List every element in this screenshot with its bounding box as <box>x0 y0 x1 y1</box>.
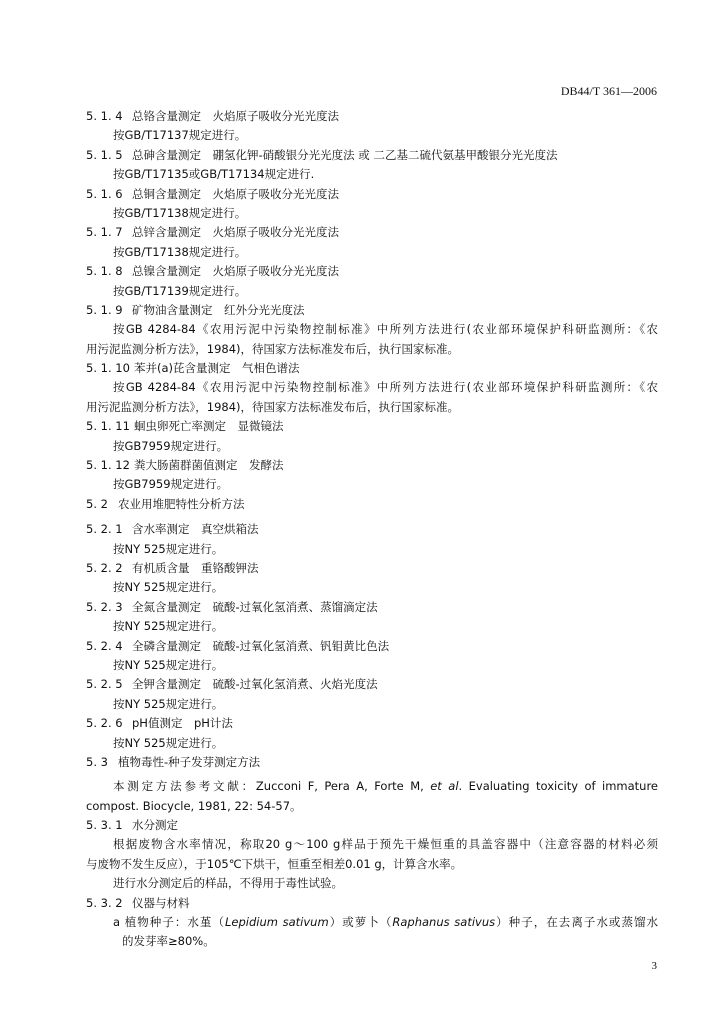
section-heading-5-2 <box>86 495 658 514</box>
clause-title: pH值测定 pH计法 <box>132 716 233 731</box>
clause-number: 5. 1. 5 <box>86 147 123 162</box>
clause-heading-5-2-3 <box>86 598 658 617</box>
clause-text: 按GB 4284-84《农用污泥中污染物控制标准》中所列方法进行(农业部环境保护科研监测所：《农 <box>113 380 658 395</box>
clause-heading-5-2-4 <box>86 637 658 656</box>
clause-title: 全钾含量测定 硫酸-过氧化氢消煮、火焰光度法 <box>132 677 378 692</box>
clause-title: 全磷含量测定 硫酸-过氧化氢消煮、钒钼黄比色法 <box>132 638 390 653</box>
clause-heading-5-1-11 <box>86 417 658 436</box>
clause-text: 按GB/T17135或GB/T17134规定进行. <box>113 167 315 182</box>
list-text: a 植物种子：水堇（ <box>113 915 225 930</box>
clause-number: 5. 2 <box>86 496 108 511</box>
clause-number: 5. 1. 4 <box>86 109 123 123</box>
clause-heading-5-2-1 <box>86 520 658 539</box>
clause-number: 5. 3. 1 <box>86 818 123 833</box>
clause-heading-5-2-2 <box>86 559 658 578</box>
section-heading-5-3 <box>86 753 658 772</box>
clause-text: 进行水分测定后的样品，不得用于毒性试验。 <box>113 876 343 891</box>
clause-title: 含水率测定 真空烘箱法 <box>132 522 259 537</box>
clause-title: 总砷含量测定 硼氢化钾-硝酸银分光光度法 或 二乙基二硫代氨基甲酸银分光光度法 <box>132 147 558 162</box>
clause-number: 5. 1. 10 <box>86 361 130 376</box>
reference-paragraph <box>86 777 658 796</box>
clause-heading-5-2-5 <box>86 675 658 694</box>
document-body <box>86 107 658 952</box>
clause-heading-5-1-5 <box>86 146 658 165</box>
clause-text: 用污泥监测分析方法》，1984)，待国家方法标准发布后，执行国家标准。 <box>86 399 459 414</box>
clause-text: 用污泥监测分析方法》，1984)，待国家方法标准发布后，执行国家标准。 <box>86 341 459 356</box>
clause-title: 有机质含量 重铬酸钾法 <box>132 560 259 575</box>
clause-title: 矿物油含量测定 红外分光光度法 <box>132 302 305 317</box>
clause-number: 5. 1. 6 <box>86 186 123 201</box>
clause-title: 仪器与材料 <box>132 895 190 910</box>
clause-heading-5-3-1 <box>86 816 658 835</box>
clause-text: 按GB7959规定进行。 <box>113 477 229 492</box>
clause-text: 按NY 525规定进行。 <box>113 696 224 711</box>
clause-heading-5-1-7 <box>86 223 658 242</box>
clause-title: 总铬含量测定 火焰原子吸收分光光度法 <box>132 109 339 123</box>
list-item-a <box>86 913 658 932</box>
page-number: 3 <box>651 960 657 972</box>
reference-text: 本测定方法参考文献：Zucconi F, Pera A, Forte M, <box>113 779 431 794</box>
clause-title: 全氮含量测定 硫酸-过氧化氢消煮、蒸馏滴定法 <box>132 599 378 614</box>
clause-number: 5. 1. 12 <box>86 458 130 473</box>
clause-heading-5-1-6 <box>86 185 658 204</box>
clause-text: 按NY 525规定进行。 <box>113 619 224 634</box>
clause-title: 总锌含量测定 火焰原子吸收分光光度法 <box>132 225 339 240</box>
clause-text: 按GB 4284-84《农用污泥中污染物控制标准》中所列方法进行(农业部环境保护科研监测所：《农 <box>113 322 658 337</box>
clause-number: 5. 2. 5 <box>86 677 123 692</box>
clause-number: 5. 2. 2 <box>86 560 123 575</box>
clause-text: 与废物不发生反应），于105℃下烘干，恒重至相差0.01 g，计算含水率。 <box>86 856 463 871</box>
clause-title: 植物毒性-种子发芽测定方法 <box>118 754 261 769</box>
clause-heading-5-1-8 <box>86 262 658 281</box>
clause-text: 按GB/T17138规定进行。 <box>113 205 247 220</box>
clause-heading-5-3-2 <box>86 894 658 913</box>
clause-text: 按NY 525规定进行。 <box>113 580 224 595</box>
clause-number: 5. 1. 8 <box>86 264 123 279</box>
clause-title: 总镍含量测定 火焰原子吸收分光光度法 <box>132 264 339 279</box>
clause-text: 按NY 525规定进行。 <box>113 735 224 750</box>
clause-text: 按NY 525规定进行。 <box>113 657 224 672</box>
clause-number: 5. 3. 2 <box>86 895 123 910</box>
clause-title: 总铜含量测定 火焰原子吸收分光光度法 <box>132 186 339 201</box>
document-header-id: DB44/T 361—2006 <box>560 84 657 98</box>
clause-text: 按GB/T17138规定进行。 <box>113 244 247 259</box>
clause-number: 5. 1. 9 <box>86 302 123 317</box>
clause-heading-5-1-12 <box>86 456 658 475</box>
clause-heading-5-1-9 <box>86 301 658 320</box>
clause-number: 5. 2. 3 <box>86 599 123 614</box>
reference-title: . Evaluating toxicity of immature <box>458 779 658 794</box>
clause-text: 按GB/T17139规定进行。 <box>113 283 247 298</box>
clause-title: 农业用堆肥特性分析方法 <box>118 496 245 511</box>
clause-text: 按GB7959规定进行。 <box>113 438 229 453</box>
clause-number: 5. 3 <box>86 754 108 769</box>
clause-title: 蛔虫卵死亡率测定 显微镜法 <box>134 419 284 434</box>
clause-number: 5. 2. 6 <box>86 716 123 731</box>
clause-number: 5. 2. 1 <box>86 522 123 537</box>
clause-number: 5. 1. 11 <box>86 419 130 434</box>
clause-heading-5-2-6 <box>86 714 658 733</box>
clause-heading-5-1-4 <box>86 107 658 126</box>
clause-number: 5. 2. 4 <box>86 638 123 653</box>
clause-title: 水分测定 <box>132 818 178 833</box>
reference-et-al: et al <box>430 779 459 794</box>
species-name: Lepidium sativum <box>224 915 329 930</box>
clause-number: 5. 1. 7 <box>86 225 123 240</box>
clause-text: 按GB/T17137规定进行。 <box>113 128 247 143</box>
clause-title: 苯并(a)芘含量测定 气相色谱法 <box>134 361 300 376</box>
clause-text: 根据废物含水率情况，称取20 g～100 g样品于预先干燥恒重的具盖容器中（注意容器的材料必须 <box>113 837 658 852</box>
species-name: Raphanus sativus <box>392 915 496 930</box>
list-item-continuation: 的发芽率≥80%。 <box>122 934 215 949</box>
clause-title: 粪大肠菌群菌值测定 发酵法 <box>134 458 284 473</box>
clause-text: 按NY 525规定进行。 <box>113 541 224 556</box>
reference-continuation: compost. Biocycle, 1981, 22: 54-57。 <box>86 798 302 813</box>
list-text: ）种子，在去离子水或蒸馏水 <box>495 915 658 930</box>
list-text: ）或萝卜（ <box>328 915 393 930</box>
clause-heading-5-1-10 <box>86 359 658 378</box>
